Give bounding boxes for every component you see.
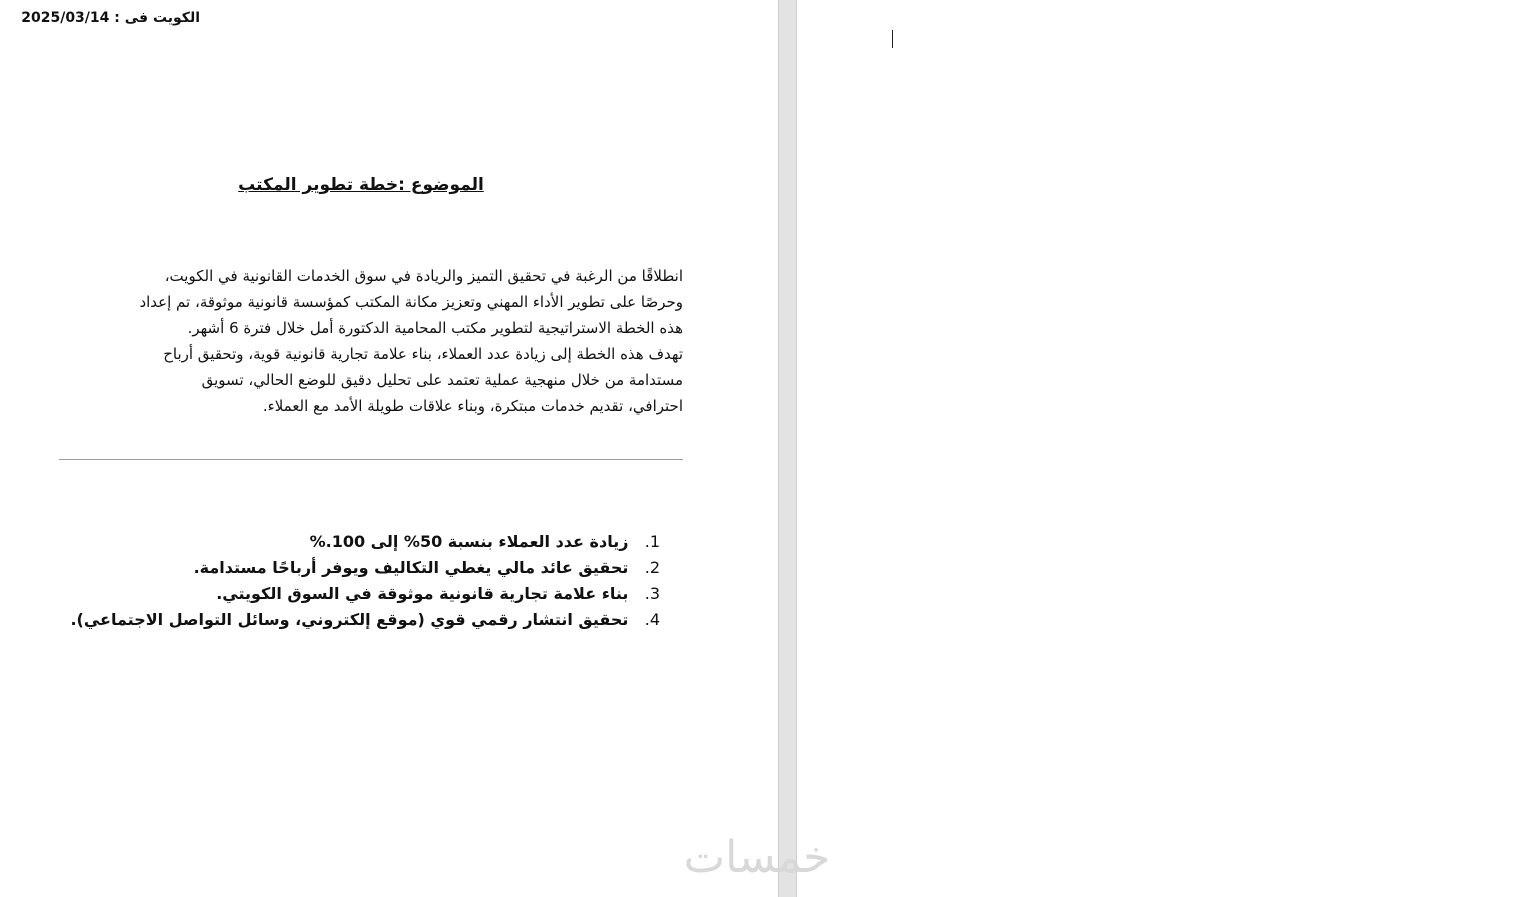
goal-text: زيادة عدد العملاء بنسبة 50% إلى 100.% [309, 532, 629, 551]
watermark-logo: خمسات [683, 832, 831, 883]
intro-line: مستدامة من خلال منهجية عملية تعتمد على تحليل دقيق للوضع الحالي، تسويق [201, 371, 683, 389]
goal-item [100, 581, 660, 607]
goal-item [100, 529, 660, 555]
page-gutter [778, 0, 797, 897]
goal-text: تحقيق عائد مالي يغطي التكاليف ويوفر أرباحًا مستدامة. [193, 558, 629, 577]
intro-line: احترافي، تقديم خدمات مبتكرة، وبناء علاقات طويلة الأمد مع العملاء. [262, 397, 683, 415]
intro-line: وحرصًا على تطوير الأداء المهني وتعزيز مكانة المكتب كمؤسسة قانونية موثوقة، تم إعداد [139, 293, 683, 311]
goal-text: بناء علامة تجارية قانونية موثوقة في السوق الكويتي. [216, 584, 629, 603]
intro-line: هذه الخطة الاستراتيجية لتطوير مكتب المحامية الدكتورة أمل خلال فترة 6 أشهر. [187, 319, 683, 337]
horizontal-divider [59, 459, 683, 460]
text-cursor [892, 30, 893, 48]
goal-number: 3. [644, 584, 660, 603]
goal-number: 4. [644, 610, 660, 629]
intro-line: تهدف هذه الخطة إلى زيادة عدد العملاء، بناء علامة تجارية قانونية قوية، وتحقيق أرباح [163, 345, 683, 363]
intro-line: انطلاقًا من الرغبة في تحقيق التميز والريادة في سوق الخدمات القانونية في الكويت، [164, 267, 683, 285]
goal-text: تحقيق انتشار رقمي قوي (موقع إلكتروني، وسائل التواصل الاجتماعي). [70, 610, 629, 629]
intro-paragraph [58, 263, 683, 419]
goal-number: 1. [644, 532, 660, 551]
goals-list [70, 529, 660, 633]
goal-number: 2. [644, 558, 660, 577]
subject-line: الموضوع :خطة تطوير المكتب [238, 175, 484, 195]
goal-item [100, 555, 660, 581]
goal-item [70, 607, 660, 633]
date-line: الكويت فى : 2025/03/14 [21, 10, 200, 26]
document-page-right[interactable] [797, 0, 1515, 897]
